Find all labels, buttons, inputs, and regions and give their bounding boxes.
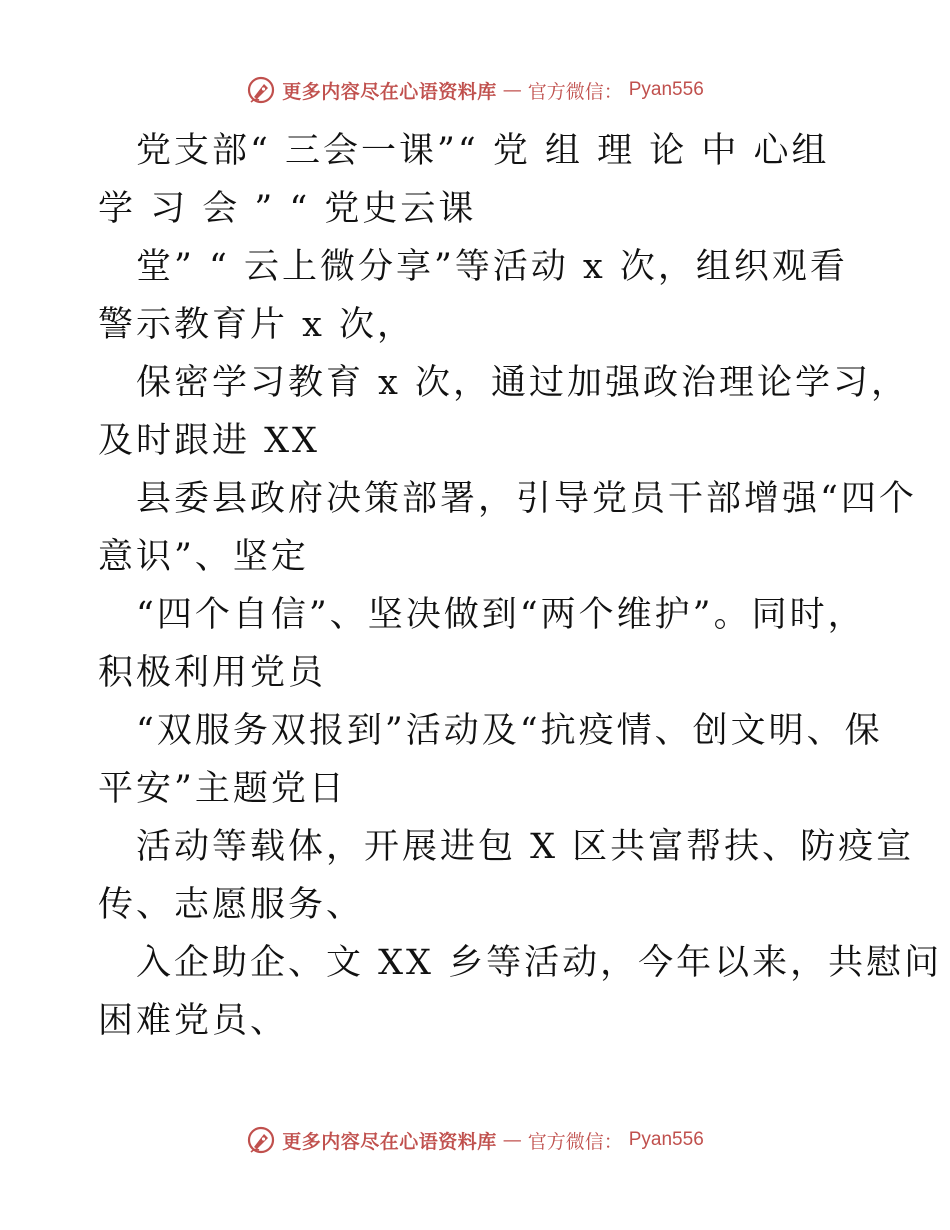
watermark-brand-text: 更多内容尽在心语资料库 <box>282 80 497 103</box>
text-line: 学 习 会 ” “ 党史云课 <box>98 189 477 229</box>
text-line: 平安”主题党日 <box>98 769 347 809</box>
footer-watermark <box>0 1120 950 1160</box>
text-line: 传、志愿服务、 <box>98 885 365 925</box>
text-line: 及时跟进 XX <box>98 421 320 461</box>
watermark-dash: — <box>502 1129 522 1151</box>
text-line: 积极利用党员 <box>98 653 327 693</box>
pen-nib-logo-icon <box>246 1125 276 1155</box>
pen-nib-logo-icon <box>246 75 276 105</box>
text-line: 党支部“ 三会一课”“ 党 组 理 论 中 心组 <box>136 131 830 171</box>
document-body <box>98 122 943 1050</box>
text-line: 县委县政府决策部署，引导党员干部增强“四个 <box>136 479 917 519</box>
text-line: “四个自信”、坚决做到“两个维护”。同时， <box>136 595 866 635</box>
watermark-wechat-id: Pyan556 <box>628 79 704 100</box>
watermark-label: 官方微信： <box>527 80 623 103</box>
text-line: 活动等载体，开展进包 X 区共富帮扶、防疫宣 <box>136 827 915 867</box>
text-line: 警示教育片 x 次， <box>98 305 415 345</box>
text-line: “双服务双报到”活动及“抗疫情、创文明、保 <box>136 711 883 751</box>
header-watermark <box>0 70 950 110</box>
text-line: 意识”、坚定 <box>98 537 309 577</box>
text-line: 堂” “ 云上微分享”等活动 x 次，组织观看 <box>136 247 848 287</box>
text-line: 保密学习教育 x 次，通过加强政治理论学习， <box>136 363 909 403</box>
watermark-brand-text: 更多内容尽在心语资料库 <box>282 1130 497 1153</box>
text-line: 困难党员、 <box>98 1001 289 1041</box>
text-line: 入企助企、文 XX 乡等活动，今年以来，共慰问 <box>136 943 943 983</box>
watermark-wechat-id: Pyan556 <box>628 1129 704 1150</box>
watermark-dash: — <box>502 79 522 101</box>
watermark-label: 官方微信： <box>527 1130 623 1153</box>
